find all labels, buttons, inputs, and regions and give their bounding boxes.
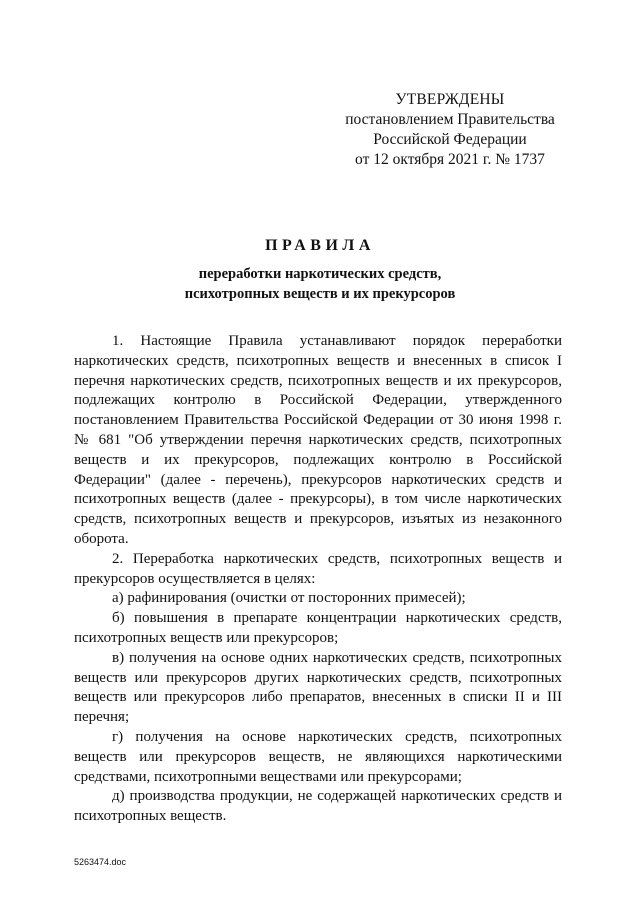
- approval-stamp: [330, 90, 570, 170]
- paragraph-2e: д) производства продукции, не содержащей наркотических средств и психотропных веществ.: [74, 788, 562, 825]
- approval-line-2: Российской Федерации: [373, 131, 527, 148]
- paragraph-1: 1. Настоящие Правила устанавливают порядок переработки наркотических средств, психотропных веществ и внесенных в список I перечня наркотических средств, психотропных веществ и их прекурсоров, подлежащих контролю в Российской Федерации, утвержденного постановлением Правительства Российской Федерации от 30 июня 1998 г. № 681 "Об утверждении перечня наркотических средств, психотропных веществ и их прекурсоров, подлежащих контролю в Российской Федерации" (далее - перечень), прекурсоров наркотических средств и психотропных веществ (далее - прекурсоры), в том числе наркотических средств, психотропных веществ и прекурсоров, изъятых из незаконного оборота.: [74, 333, 562, 547]
- subtitle-line-2: психотропных веществ и их прекурсоров: [184, 286, 456, 302]
- paragraph-2: 2. Переработка наркотических средств, психотропных веществ и прекурсоров осуществляется в целях:: [74, 550, 562, 587]
- paragraph-2b: б) повышения в препарате концентрации наркотических средств, психотропных веществ или прекурсоров;: [74, 610, 562, 646]
- document-body: [74, 332, 562, 827]
- approval-line-1: постановлением Правительства: [345, 111, 555, 128]
- approval-line-3: от 12 октября 2021 г. № 1737: [355, 151, 545, 168]
- paragraph-2d: г) получения на основе наркотических средств, психотропных веществ или прекурсоров веществ, не являющихся наркотическими средствами, психотропными веществами или прекурсорами;: [74, 728, 562, 785]
- paragraph-2a: а) рафинирования (очистки от посторонних примесей);: [112, 590, 466, 607]
- subtitle-line-1: переработки наркотических средств,: [198, 266, 442, 282]
- file-reference: 5263474.doc: [74, 857, 127, 867]
- document-title: ПРАВИЛА: [265, 237, 375, 254]
- paragraph-2c: в) получения на основе одних наркотических средств, психотропных веществ или прекурсоров других наркотических средств, психотропных веществ или прекурсоров либо препаратов, внесенных в списки II и III перечня;: [74, 649, 562, 726]
- approval-heading: УТВЕРЖДЕНЫ: [395, 91, 505, 108]
- document-subtitle: [0, 264, 640, 304]
